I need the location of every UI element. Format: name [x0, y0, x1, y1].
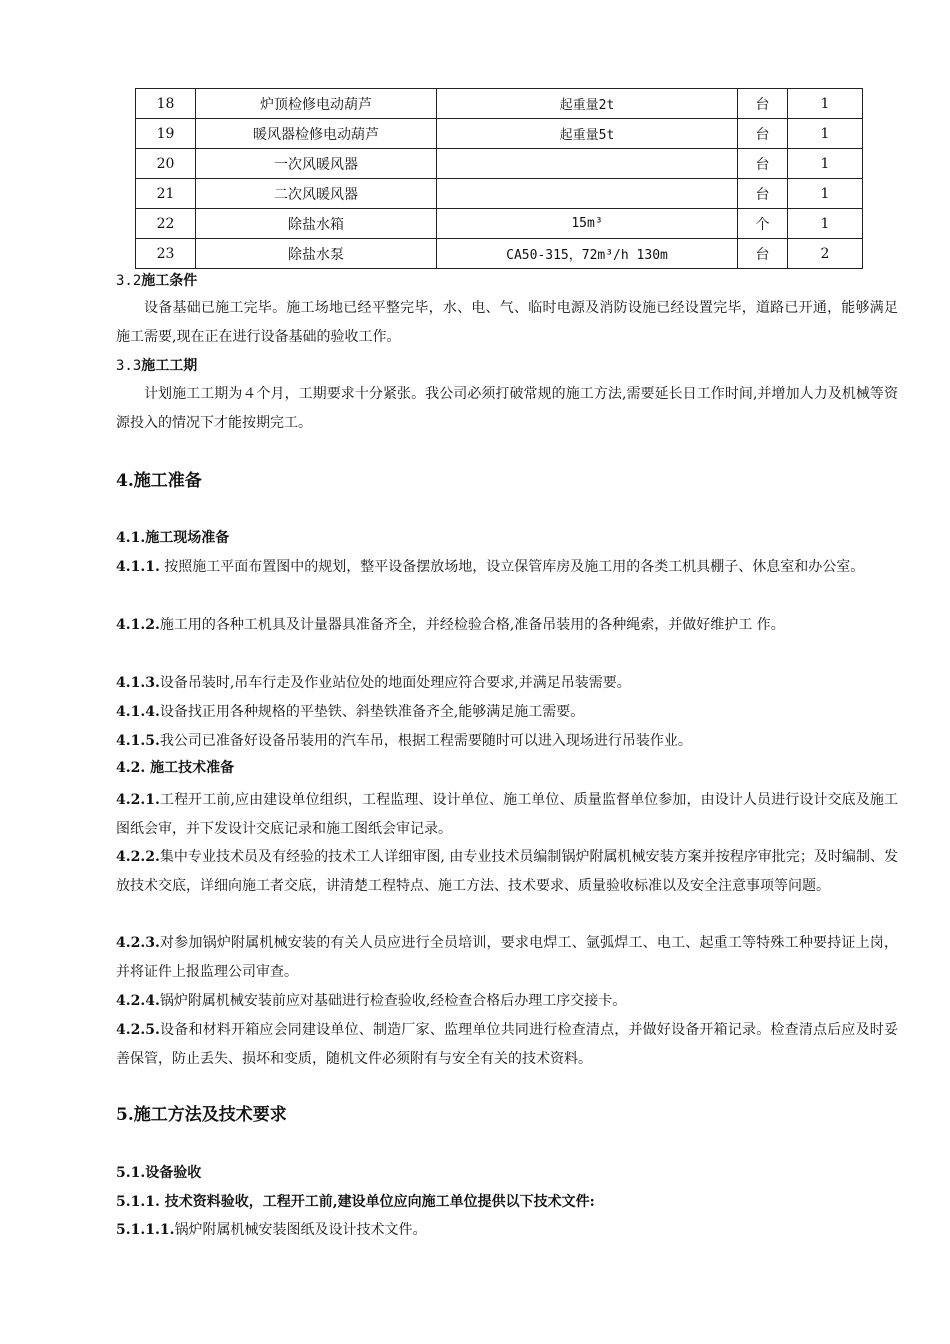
table-row — [136, 149, 863, 179]
table-cell-spec: CA50-315，72m³/h 130m — [437, 239, 738, 269]
table-cell-no: 20 — [136, 149, 196, 179]
table-cell-spec — [437, 149, 738, 179]
table-cell-name: 除盐水箱 — [196, 209, 437, 239]
item-4-2-5: 4.2.5.设备和材料开箱应会同建设单位、制造厂家、监理单位共同进行检查清点，并做好设备开箱记录。检查清点后应及时妥善保管，防止丢失、损坏和变质，随机文件必须附有与安全有关的技术资料。 — [116, 1022, 898, 1067]
section-3-3-heading: 3.3施工工期 — [116, 358, 198, 374]
section-5-1-1-heading: 5.1.1. 技术资料验收，工程开工前,建设单位应向施工单位提供以下技术文件: — [116, 1194, 595, 1210]
table-row — [136, 209, 863, 239]
table-row — [136, 239, 863, 269]
table-cell-name: 炉顶检修电动葫芦 — [196, 89, 437, 119]
section-5-1-heading: 5.1.设备验收 — [116, 1165, 202, 1181]
table-row — [136, 89, 863, 119]
equipment-table-body — [136, 89, 863, 269]
table-cell-spec: 起重量5t — [437, 119, 738, 149]
table-cell-spec: 15m³ — [437, 209, 738, 239]
section-4-2-heading: 4.2. 施工技术准备 — [116, 760, 235, 776]
table-cell-no: 22 — [136, 209, 196, 239]
section-3-2-text: 设备基础已施工完毕。施工场地已经平整完毕，水、电、气、临时电源及消防设施已经设置完毕，道路已开通，能够满足施工需要,现在正在进行设备基础的验收工作。 — [116, 300, 898, 345]
table-cell-qty: 1 — [788, 179, 863, 209]
table-cell-name: 暖风器检修电动葫芦 — [196, 119, 437, 149]
item-4-1-1: 4.1.1. 按照施工平面布置图中的规划，整平设备摆放场地，设立保管库房及施工用的各类工机具棚子、休息室和办公室。 — [116, 559, 865, 575]
item-4-1-5: 4.1.5.我公司已准备好设备吊装用的汽车吊，根据工程需要随时可以进入现场进行吊装作业。 — [116, 733, 692, 749]
table-row — [136, 179, 863, 209]
table-cell-no: 21 — [136, 179, 196, 209]
item-4-2-4: 4.2.4.锅炉附属机械安装前应对基础进行检查验收,经检查合格后办理工序交接卡。 — [116, 993, 627, 1009]
table-row — [136, 119, 863, 149]
item-4-1-2: 4.1.2.施工用的各种工机具及计量器具准备齐全，并经检验合格,准备吊装用的各种绳索，并做好维护工 作。 — [116, 617, 785, 633]
table-cell-spec — [437, 179, 738, 209]
item-4-1-4: 4.1.4.设备找正用各种规格的平垫铁、斜垫铁准备齐全,能够满足施工需要。 — [116, 704, 585, 720]
table-cell-unit: 台 — [738, 89, 788, 119]
table-cell-no: 23 — [136, 239, 196, 269]
table-cell-unit: 个 — [738, 209, 788, 239]
equipment-table — [135, 88, 863, 269]
item-5-1-1-1: 5.1.1.1.锅炉附属机械安装图纸及设计技术文件。 — [116, 1222, 427, 1238]
item-4-1-3: 4.1.3.设备吊装时,吊车行走及作业站位处的地面处理应符合要求,并满足吊装需要。 — [116, 675, 631, 691]
table-cell-name: 除盐水泵 — [196, 239, 437, 269]
section-5-heading: 5.施工方法及技术要求 — [116, 1105, 287, 1125]
table-cell-no: 18 — [136, 89, 196, 119]
item-4-2-2: 4.2.2.集中专业技术员及有经验的技术工人详细审图, 由专业技术员编制锅炉附属机械安装方案并按程序审批完；及时编制、发放技术交底，详细向施工者交底，讲清楚工程特点、施工方法、技术要求、质量验收标准以及安全注意事项等问题。 — [116, 849, 898, 894]
table-cell-qty: 1 — [788, 149, 863, 179]
table-cell-qty: 1 — [788, 89, 863, 119]
table-cell-unit: 台 — [738, 239, 788, 269]
table-cell-qty: 1 — [788, 209, 863, 239]
table-cell-qty: 2 — [788, 239, 863, 269]
item-4-2-1: 4.2.1.工程开工前,应由建设单位组织，工程监理、设计单位、施工单位、质量监督单位参加，由设计人员进行设计交底及施工图纸会审，并下发设计交底记录和施工图纸会审记录。 — [116, 792, 898, 837]
table-cell-qty: 1 — [788, 119, 863, 149]
section-3-2-heading: 3.2施工条件 — [116, 273, 198, 289]
table-cell-unit: 台 — [738, 179, 788, 209]
section-4-1-heading: 4.1.施工现场准备 — [116, 530, 230, 546]
table-cell-name: 一次风暖风器 — [196, 149, 437, 179]
table-cell-name: 二次风暖风器 — [196, 179, 437, 209]
table-cell-unit: 台 — [738, 119, 788, 149]
table-cell-unit: 台 — [738, 149, 788, 179]
table-cell-no: 19 — [136, 119, 196, 149]
section-4-heading: 4.施工准备 — [116, 471, 202, 491]
section-3-3-text: 计划施工工期为４个月，工期要求十分紧张。我公司必须打破常规的施工方法,需要延长日工作时间,并增加人力及机械等资源投入的情况下才能按期完工。 — [116, 386, 898, 431]
item-4-2-3: 4.2.3.对参加锅炉附属机械安装的有关人员应进行全员培训，要求电焊工、氩弧焊工、电工、起重工等特殊工种要持证上岗，并将证件上报监理公司审查。 — [116, 935, 898, 980]
table-cell-spec: 起重量2t — [437, 89, 738, 119]
